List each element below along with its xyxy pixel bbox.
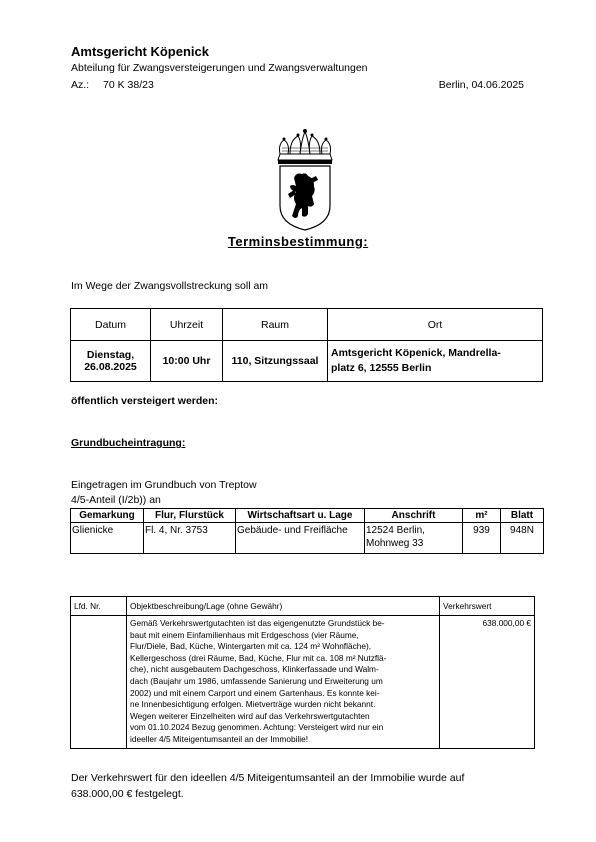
market-value-cell: 638.000,00 € [440,616,535,749]
table-row [71,341,543,382]
table-row [71,523,544,554]
description-line: Gemäß Verkehrswertgutachten ist das eigengenutzte Grundstück be- [130,618,385,628]
description-line: baut mit einem Einfamilienhaus mit Erdgeschoss (vier Räume, [130,629,359,640]
auction-text: öffentlich versteigert werden: [71,395,219,407]
description-line: Flur/Diele, Bad, Küche, Wintergarten mit ca. 124 m² Wohnfläche), [130,641,372,652]
appointment-date-value: 26.08.2025 [84,361,137,373]
table-header: m² [463,509,501,523]
appointment-table [70,308,543,382]
description-line: Kellergeschoss (drei Räume, Bad, Küche, Flur mit ca. 108 m² Nutzflä- [130,652,387,663]
table-header: Ort [328,309,543,341]
appointment-place-line2: platz 6, 12555 Berlin [331,362,432,374]
table-header: Wirtschaftsart u. Lage [236,509,365,523]
gemarkung-cell: Glienicke [71,523,144,554]
intro-text: Im Wege der Zwangsvollstreckung soll am [71,280,269,292]
description-line: 2002) und mit einem Carport und einem Gartenhaus. Es konnte kei- [130,687,380,698]
appointment-place-line1: Amtsgericht Köpenick, Mandrella- [331,347,501,359]
blatt-cell: 948N [501,523,544,554]
table-header: Uhrzeit [151,309,223,341]
final-text-line1: Der Verkehrswert für den ideellen 4/5 Miteigentumsanteil an der Immobilie wurde auf [71,772,465,784]
description-line: che), nicht ausgebautem Dachgeschoss, Klinkerfassade und Walm- [130,664,379,675]
table-header: Raum [223,309,328,341]
land-register-line2: 4/5-Anteil (I/2b)) an [71,494,161,506]
berlin-coat-of-arms-icon [272,128,338,232]
appointment-weekday: Dienstag, [86,349,135,361]
anschrift-line2: Mohnweg 33 [366,538,424,549]
description-line: Wegen weiterer Einzelheiten wird auf das Verkehrswertgutachten [130,710,370,721]
description-line: dach (Baujahr um 1986, umfassende Sanierung und Erweiterung um [130,675,383,686]
table-header: Flur, Flurstück [144,509,236,523]
court-name: Amtsgericht Köpenick [71,44,209,59]
table-header: Verkehrswert [440,597,535,616]
description-cell [127,616,440,749]
description-table [70,596,535,749]
anschrift-cell [365,523,463,554]
department-name: Abteilung für Zwangsversteigerungen und Zwangsverwaltungen [71,62,368,74]
case-number-label: Az.: [71,79,90,91]
appointment-date [71,341,151,382]
wirtschaftsart-cell: Gebäude- und Freifläche [236,523,365,554]
table-header: Anschrift [365,509,463,523]
table-header: Blatt [501,509,544,523]
final-text-line2: 638.000,00 € festgelegt. [71,788,184,800]
place-date: Berlin, 04.06.2025 [438,79,524,91]
table-header: Lfd. Nr. [71,597,127,616]
table-header: Datum [71,309,151,341]
appointment-time: 10:00 Uhr [151,341,223,382]
appointment-room: 110, Sitzungssaal [223,341,328,382]
flur-cell: Fl. 4, Nr. 3753 [144,523,236,554]
area-cell: 939 [463,523,501,554]
land-register-line1: Eingetragen im Grundbuch von Treptow [71,479,257,491]
table-row [71,616,535,749]
anschrift-line1: 12524 Berlin, [366,525,425,536]
table-header-row [71,309,543,341]
description-line: ideeller 4/5 Miteigentumsanteil an der Immobilie! [130,733,309,744]
land-register-table [70,508,544,554]
description-line: ne Innenbesichtigung erfolgen. Mietverträge wurden nicht bekannt. [130,699,376,710]
description-line: vom 01.10.2024 Bezug genommen. Achtung: Versteigert wird nur ein [130,722,384,733]
table-header-row [71,597,535,616]
lfd-nr-cell [71,616,127,749]
table-header: Gemarkung [71,509,144,523]
table-header: Objektbeschreibung/Lage (ohne Gewähr) [127,597,440,616]
land-register-heading: Grundbucheintragung: [71,437,186,449]
case-number: 70 K 38/23 [103,79,154,91]
table-header-row [71,509,544,523]
appointment-place [328,341,543,382]
page-title: Terminsbestimmung: [227,234,369,249]
